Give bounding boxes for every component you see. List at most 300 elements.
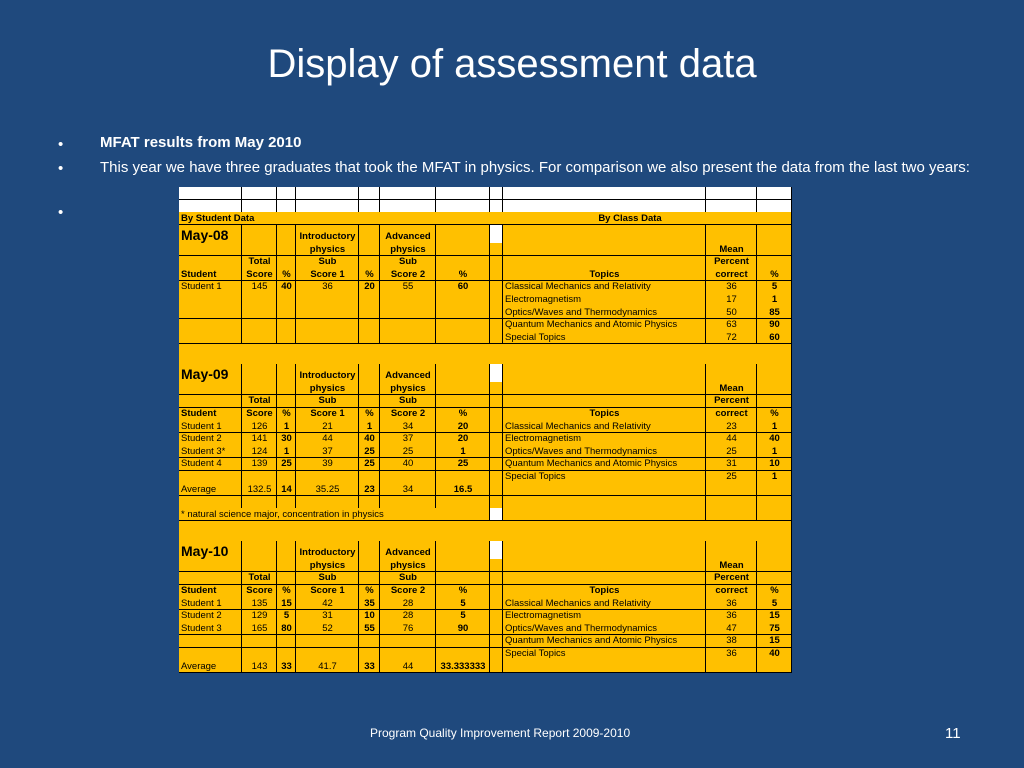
table-cell-text: 129: [251, 610, 268, 622]
table-cell: [179, 572, 242, 585]
table-cell-text: 143: [251, 660, 268, 672]
table-cell-text: %: [458, 408, 468, 419]
topic-name: Electromagnetism: [505, 610, 582, 622]
table-cell-text: 85: [769, 306, 780, 318]
table-cell-text: 1: [460, 445, 466, 457]
table-cell: [490, 200, 503, 213]
table-cell-text: 126: [251, 420, 268, 432]
table-cell-text: 36: [726, 610, 737, 622]
table-cell: [359, 331, 380, 344]
table-cell-text: 25: [726, 471, 737, 482]
table-cell: [277, 541, 296, 560]
table-cell: [179, 306, 242, 319]
table-cell: [359, 559, 380, 572]
table-cell-text: 30: [281, 433, 292, 445]
table-cell-text: %: [282, 585, 291, 597]
table-cell: [436, 559, 490, 572]
table-cell: [179, 344, 792, 365]
table-cell: [706, 660, 757, 673]
table-cell: [503, 200, 706, 213]
table-cell: [277, 293, 296, 306]
table-cell-text: 41.7: [318, 660, 337, 672]
table-cell: [277, 256, 296, 269]
table-cell: [359, 471, 380, 484]
table-cell: [706, 364, 757, 383]
table-cell-text: Percent: [714, 395, 749, 407]
table-cell: [436, 225, 490, 244]
table-cell-text: %: [365, 268, 374, 280]
table-cell-text: Score: [246, 408, 273, 419]
table-cell: [757, 496, 792, 509]
table-cell-text: 42: [322, 597, 333, 609]
table-cell-text: 5: [283, 610, 290, 622]
table-cell-text: 15: [769, 635, 780, 647]
table-cell: [503, 364, 706, 383]
table-cell-text: Student: [181, 268, 217, 280]
table-cell-text: %: [458, 268, 468, 280]
table-cell: [296, 306, 359, 319]
table-cell: [296, 331, 359, 344]
table-cell: [490, 364, 503, 383]
bullet-text-2: This year we have three graduates that took the MFAT in physics. For comparison we also present the data from the last two years:: [100, 159, 970, 176]
table-cell-text: Student: [181, 585, 217, 597]
table-cell: [242, 541, 277, 560]
by-student-header: By Student Data: [181, 212, 255, 224]
table-cell-text: Percent: [714, 572, 749, 584]
table-cell: [380, 319, 436, 332]
table-cell-text: Advanced: [385, 547, 431, 559]
table-cell: [503, 382, 706, 395]
table-cell: [490, 572, 503, 585]
table-cell-text: 33.333333: [440, 660, 486, 672]
table-cell: [490, 281, 503, 294]
table-cell: [359, 225, 380, 244]
table-cell-text: 35.25: [315, 483, 340, 495]
table-cell: [503, 541, 706, 560]
table-cell-text: 40: [769, 648, 780, 660]
slide-title: Display of assessment data: [267, 42, 757, 86]
table-cell: [436, 293, 490, 306]
slide-footer: Program Quality Improvement Report 2009-2010: [370, 726, 631, 740]
section-label: May-10: [181, 543, 229, 560]
table-cell-text: 132.5: [247, 483, 272, 495]
student-name: Student 2: [181, 433, 222, 445]
table-cell-text: 36: [726, 648, 737, 660]
table-cell-text: 1: [771, 445, 778, 457]
table-cell: [490, 458, 503, 471]
table-cell: [242, 364, 277, 383]
table-cell: [757, 364, 792, 383]
table-cell: [436, 187, 490, 200]
table-cell: [436, 496, 490, 509]
student-name: Student 1: [181, 597, 222, 609]
table-cell: [436, 635, 490, 648]
table-cell-text: Sub: [399, 256, 417, 268]
table-cell: [490, 382, 503, 395]
table-cell: [179, 559, 242, 572]
table-cell-text: 90: [769, 319, 780, 331]
table-cell: [757, 483, 792, 496]
table-cell: [503, 187, 706, 200]
table-cell: [380, 331, 436, 344]
table-cell-text: 75: [769, 622, 780, 634]
table-cell: [490, 585, 503, 598]
table-cell-text: 23: [364, 483, 375, 495]
table-cell: [277, 243, 296, 256]
table-cell-text: 34: [402, 483, 414, 495]
table-cell: [757, 200, 792, 213]
table-cell: [179, 471, 242, 484]
table-cell-text: Score 2: [390, 268, 426, 280]
table-cell: [179, 331, 242, 344]
topic-name: Special Topics: [505, 648, 566, 660]
table-cell-text: Advanced: [385, 370, 431, 382]
table-cell-text: 23: [726, 420, 737, 432]
topic-name: Special Topics: [505, 471, 566, 482]
table-cell: [757, 559, 792, 572]
table-cell: [179, 382, 242, 395]
table-cell-text: 40: [402, 458, 414, 470]
table-cell: [242, 496, 277, 509]
table-cell-text: Sub: [318, 572, 337, 584]
table-cell-text: %: [770, 408, 779, 419]
table-cell: [503, 256, 706, 269]
table-cell-text: 1: [771, 420, 778, 432]
table-cell-text: %: [458, 585, 468, 597]
table-cell: [296, 187, 359, 200]
table-cell: [490, 471, 503, 484]
topic-name: Electromagnetism: [505, 293, 582, 305]
table-cell: [242, 225, 277, 244]
table-cell-text: 38: [726, 635, 737, 647]
table-cell-text: 60: [457, 281, 469, 293]
table-cell: [503, 496, 706, 509]
table-cell-text: 37: [322, 445, 333, 457]
student-name: Student 4: [181, 458, 222, 470]
table-cell-text: 60: [769, 331, 780, 343]
table-cell: [436, 200, 490, 213]
student-name: Average: [181, 483, 217, 495]
table-cell: [380, 306, 436, 319]
table-cell-text: %: [365, 408, 374, 419]
table-cell-text: 1: [283, 420, 290, 432]
table-cell-text: 21: [322, 420, 333, 432]
table-cell: [503, 660, 706, 673]
table-cell-text: 36: [726, 597, 737, 609]
table-cell-text: Sub: [318, 256, 337, 268]
table-cell: [179, 395, 242, 408]
student-name: Average: [181, 660, 217, 672]
table-cell: [490, 243, 503, 256]
table-cell: [242, 243, 277, 256]
table-cell: [503, 483, 706, 496]
table-cell-text: physics: [309, 559, 346, 571]
table-cell-text: 44: [402, 660, 414, 672]
topic-name: Electromagnetism: [505, 433, 582, 445]
table-cell: [380, 635, 436, 648]
table-cell-text: 36: [322, 281, 333, 293]
table-cell: [277, 382, 296, 395]
student-name: Student 2: [181, 610, 222, 622]
table-cell-text: 44: [322, 433, 333, 445]
table-cell-text: %: [282, 268, 291, 280]
table-cell-text: 80: [281, 622, 292, 634]
table-cell: [380, 200, 436, 213]
table-cell: [490, 420, 503, 433]
table-cell: [436, 648, 490, 661]
table-cell-text: Introductory: [299, 370, 356, 382]
table-cell: [179, 496, 242, 509]
table-cell-text: 40: [364, 433, 375, 445]
assessment-data-table: [179, 187, 792, 677]
table-cell: [490, 445, 503, 458]
table-cell: [436, 331, 490, 344]
table-cell-text: 17: [726, 293, 737, 305]
table-cell-text: physics: [309, 243, 346, 255]
student-name: Student 1: [181, 420, 222, 432]
table-cell-text: 28: [402, 597, 414, 609]
table-cell-text: %: [770, 585, 779, 597]
table-cell-text: 25: [281, 458, 292, 470]
table-cell: [359, 293, 380, 306]
table-cell: [359, 648, 380, 661]
table-cell: [179, 200, 242, 213]
table-cell: [503, 243, 706, 256]
table-cell: [490, 319, 503, 332]
table-cell: [296, 319, 359, 332]
table-cell-text: 72: [726, 331, 737, 343]
table-cell: [242, 306, 277, 319]
table-cell-text: 124: [251, 445, 268, 457]
table-cell-text: 25: [726, 445, 737, 457]
table-cell-text: Total: [248, 572, 271, 584]
table-cell: [706, 187, 757, 200]
section-label: May-09: [181, 366, 229, 383]
table-cell: [179, 521, 792, 542]
table-cell-text: 25: [402, 445, 414, 457]
table-cell-text: Score 1: [310, 408, 345, 419]
table-cell-text: 165: [251, 622, 268, 634]
table-cell-text: 28: [402, 610, 414, 622]
table-cell: [277, 200, 296, 213]
table-cell: [380, 648, 436, 661]
table-cell-text: 5: [460, 597, 466, 609]
table-cell-text: Score 2: [390, 585, 426, 597]
table-cell-text: 39: [322, 458, 333, 470]
table-cell-text: 47: [726, 622, 737, 634]
table-cell: [296, 648, 359, 661]
table-cell-text: 31: [322, 610, 333, 622]
table-cell-text: %: [770, 268, 779, 280]
table-cell: [359, 572, 380, 585]
table-cell-text: Topics: [589, 585, 620, 597]
table-cell: [359, 364, 380, 383]
table-cell-text: 40: [769, 433, 780, 445]
table-cell: [359, 243, 380, 256]
table-cell-text: 76: [402, 622, 414, 634]
table-cell-text: Sub: [399, 572, 417, 584]
table-cell-text: 5: [771, 597, 778, 609]
table-cell-text: 25: [364, 445, 375, 457]
table-cell-text: 90: [457, 622, 469, 634]
table-cell: [296, 496, 359, 509]
table-cell: [490, 268, 503, 281]
table-cell-text: Advanced: [385, 230, 431, 242]
table-cell-text: physics: [390, 559, 426, 571]
table-cell: [490, 622, 503, 635]
bullet-marker: •: [58, 160, 64, 177]
table-cell-text: 33: [281, 660, 292, 672]
table-cell-text: 20: [457, 420, 469, 432]
table-cell: [242, 200, 277, 213]
table-cell-text: 25: [457, 458, 469, 470]
table-cell: [490, 187, 503, 200]
table-cell: [277, 331, 296, 344]
table-cell: [179, 319, 242, 332]
table-cell: [296, 635, 359, 648]
table-cell: [490, 483, 503, 496]
topic-name: Quantum Mechanics and Atomic Physics: [505, 458, 678, 470]
table-cell: [179, 243, 242, 256]
table-cell-text: Score: [246, 268, 273, 280]
table-cell: [436, 541, 490, 560]
table-cell-text: 10: [364, 610, 375, 622]
table-cell: [359, 319, 380, 332]
bullet-marker: •: [58, 204, 64, 221]
table-cell: [436, 364, 490, 383]
topic-name: Optics/Waves and Thermodynamics: [505, 622, 658, 634]
topic-name: Optics/Waves and Thermodynamics: [505, 445, 658, 457]
table-cell-text: 50: [726, 306, 737, 318]
table-cell-text: 5: [771, 281, 778, 293]
table-cell-text: 55: [402, 281, 414, 293]
table-cell-text: 135: [251, 597, 268, 609]
table-cell: [490, 395, 503, 408]
table-cell: [179, 293, 242, 306]
table-cell: [757, 382, 792, 395]
table-cell-text: 33: [364, 660, 375, 672]
table-cell: [503, 395, 706, 408]
table-cell: [242, 293, 277, 306]
table-cell: [757, 508, 792, 521]
table-cell: [436, 471, 490, 484]
table-cell: [757, 225, 792, 244]
table-cell-text: Mean: [719, 382, 744, 394]
table-cell: [380, 496, 436, 509]
table-cell-text: 10: [769, 458, 780, 470]
table-cell-text: Topics: [589, 268, 620, 280]
table-cell-text: 36: [726, 281, 737, 293]
table-cell-text: physics: [390, 243, 426, 255]
table-cell: [490, 256, 503, 269]
table-cell: [277, 572, 296, 585]
table-cell-text: 15: [281, 597, 292, 609]
table-cell: [490, 433, 503, 446]
table-cell: [757, 541, 792, 560]
table-cell: [179, 256, 242, 269]
table-cell: [277, 559, 296, 572]
table-cell: [242, 187, 277, 200]
table-cell-text: 37: [402, 433, 414, 445]
table-cell: [490, 660, 503, 673]
table-cell: [757, 187, 792, 200]
table-cell: [503, 572, 706, 585]
table-cell-text: 139: [251, 458, 268, 470]
table-cell: [436, 382, 490, 395]
table-cell-text: 1: [283, 445, 290, 457]
table-cell: [296, 471, 359, 484]
table-cell-text: correct: [715, 268, 748, 280]
table-cell: [380, 471, 436, 484]
table-cell: [490, 508, 503, 521]
table-cell: [277, 319, 296, 332]
topic-name: Classical Mechanics and Relativity: [505, 597, 651, 609]
student-name: Student 3: [181, 622, 222, 634]
table-cell-text: 16.5: [453, 483, 473, 495]
table-cell: [490, 331, 503, 344]
table-cell-text: 1: [771, 471, 778, 482]
topic-name: Classical Mechanics and Relativity: [505, 281, 651, 293]
table-cell: [490, 496, 503, 509]
by-class-header: By Class Data: [598, 212, 662, 224]
table-cell-text: 15: [769, 610, 780, 622]
table-cell: [242, 471, 277, 484]
table-cell: [242, 319, 277, 332]
table-cell: [277, 496, 296, 509]
table-cell: [242, 635, 277, 648]
table-cell-text: correct: [715, 408, 748, 419]
table-cell-text: 44: [726, 433, 737, 445]
table-cell: [503, 225, 706, 244]
table-cell-text: Score 1: [310, 268, 345, 280]
table-cell: [296, 293, 359, 306]
table-cell-text: 40: [281, 281, 292, 293]
table-cell: [757, 256, 792, 269]
table-cell: [706, 225, 757, 244]
topic-name: Special Topics: [505, 331, 566, 343]
footnote: * natural science major, concentration in physics: [181, 508, 384, 520]
table-cell: [757, 572, 792, 585]
table-cell: [490, 559, 503, 572]
table-cell-text: 14: [281, 483, 292, 495]
table-cell: [490, 293, 503, 306]
bullet-marker: •: [58, 136, 64, 153]
table-cell: [242, 382, 277, 395]
table-cell: [380, 293, 436, 306]
page-number: 11: [945, 725, 961, 742]
bullet-text-1: MFAT results from May 2010: [100, 134, 302, 151]
table-cell: [359, 256, 380, 269]
table-cell-text: Score: [246, 585, 273, 597]
topic-name: Quantum Mechanics and Atomic Physics: [505, 635, 678, 647]
table-cell: [359, 395, 380, 408]
table-cell: [359, 635, 380, 648]
table-cell: [436, 243, 490, 256]
table-cell: [757, 395, 792, 408]
table-cell-text: 1: [771, 293, 778, 305]
student-name: Student 3*: [181, 445, 226, 457]
table-cell: [490, 610, 503, 623]
table-cell: [277, 225, 296, 244]
table-cell-text: Mean: [719, 559, 744, 571]
table-cell-text: correct: [715, 585, 748, 597]
table-cell: [179, 635, 242, 648]
table-cell-text: Total: [248, 395, 271, 407]
table-cell: [359, 496, 380, 509]
table-cell-text: Mean: [719, 243, 744, 255]
table-cell-text: physics: [309, 382, 346, 394]
table-cell: [296, 200, 359, 213]
